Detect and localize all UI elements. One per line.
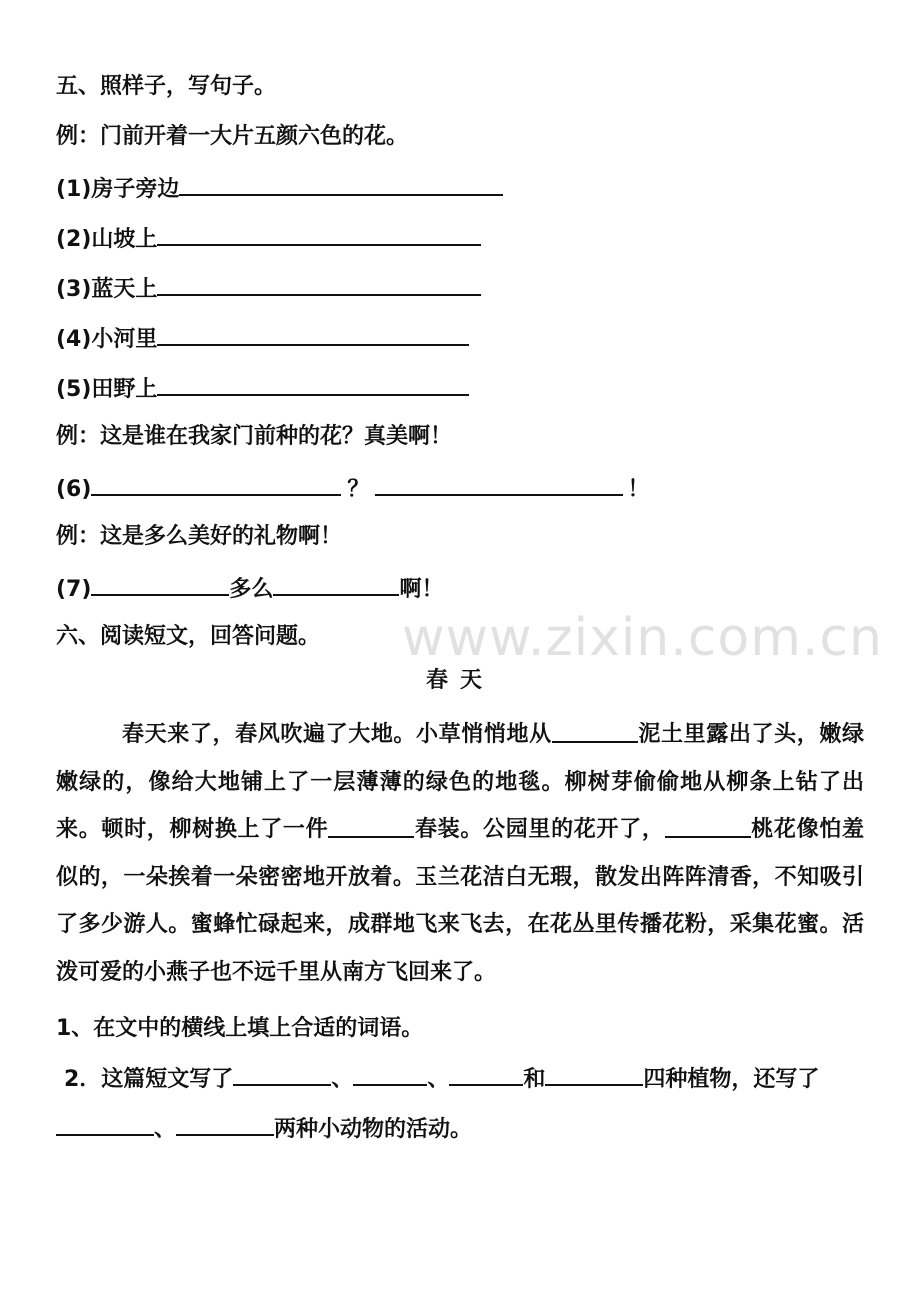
question-1: 1、在文中的横线上填上合适的词语。 xyxy=(56,1016,424,1041)
item-2-label: (2)山坡上 xyxy=(56,227,158,252)
section6-heading: 六、阅读短文，回答问题。 xyxy=(56,624,321,649)
question-2-prefix: 2．这篇短文写了 xyxy=(64,1067,234,1092)
separator-3: 、 xyxy=(154,1117,177,1142)
item-1 xyxy=(56,172,503,205)
item-3-label: (3)蓝天上 xyxy=(56,277,158,302)
answer-blank-3[interactable] xyxy=(157,272,481,296)
item-3 xyxy=(56,272,481,305)
answer-blank-2[interactable] xyxy=(157,222,481,246)
separator-1: 、 xyxy=(331,1067,354,1092)
animal-blank-2[interactable] xyxy=(176,1112,274,1136)
question-2-end: 两种小动物的活动。 xyxy=(274,1117,473,1142)
item-7 xyxy=(56,572,443,605)
question-mark: ？ xyxy=(347,477,370,502)
item-4-label: (4)小河里 xyxy=(56,327,158,352)
plant-blank-1[interactable] xyxy=(233,1062,331,1086)
question-2-line-1 xyxy=(64,1062,819,1095)
example-sentence-3: 例：这是多么美好的礼物啊！ xyxy=(56,524,343,549)
answer-blank-6a[interactable] xyxy=(91,472,341,496)
item-5 xyxy=(56,372,469,405)
separator-2: 、 xyxy=(427,1067,450,1092)
exclamation-mark: ！ xyxy=(627,477,650,502)
item-5-label: (5)田野上 xyxy=(56,377,158,402)
passage-title: 春天 xyxy=(425,668,494,693)
answer-blank-4[interactable] xyxy=(157,322,469,346)
plant-blank-3[interactable] xyxy=(449,1062,523,1086)
question-2-line-2 xyxy=(56,1112,472,1145)
answer-blank-7b[interactable] xyxy=(273,572,399,596)
item-6 xyxy=(56,472,649,505)
answer-blank-6b[interactable] xyxy=(375,472,623,496)
section5-heading: 五、照样子，写句子。 xyxy=(56,74,277,99)
passage-text-4: 桃花像怕羞似的，一朵挨着一朵密密地开放着。玉兰花洁白无瑕，散发出阵阵清香，不知吸引了多少游人。蜜蜂忙碌起来，成群地飞来飞去，在花丛里传播花粉，采集花蜜。活泼可爱的小燕子也不远千里从南方飞回来了。 xyxy=(56,817,864,985)
plant-blank-4[interactable] xyxy=(545,1062,643,1086)
passage-text-2: 泥土里露出了头，嫩绿嫩绿的，像给大地铺上了一层薄薄的绿色的地毯。柳树芽偷偷地从柳条上钻了出来。顿时，柳树换上了一件 xyxy=(56,722,864,842)
answer-blank-7a[interactable] xyxy=(91,572,229,596)
item-4 xyxy=(56,322,469,355)
passage-blank-3[interactable] xyxy=(665,814,751,838)
animal-blank-1[interactable] xyxy=(56,1112,154,1136)
item-7-middle: 多么 xyxy=(229,577,274,602)
passage-blank-2[interactable] xyxy=(328,814,414,838)
passage-paragraph xyxy=(56,711,864,996)
passage-text-3: 春装。公园里的花开了， xyxy=(414,817,665,842)
passage-blank-1[interactable] xyxy=(552,719,638,743)
item-6-label: (6) xyxy=(56,477,92,502)
and-word: 和 xyxy=(523,1067,546,1092)
plant-blank-2[interactable] xyxy=(353,1062,427,1086)
example-sentence-2: 例：这是谁在我家门前种的花？真美啊！ xyxy=(56,424,453,449)
item-2 xyxy=(56,222,481,255)
item-7-label: (7) xyxy=(56,577,92,602)
answer-blank-5[interactable] xyxy=(157,372,469,396)
passage-text-1: 春天来了，春风吹遍了大地。小草悄悄地从 xyxy=(122,722,552,747)
example-sentence-1: 例：门前开着一大片五颜六色的花。 xyxy=(56,124,409,149)
watermark: www.zixin.com.cn xyxy=(402,608,883,668)
answer-blank-1[interactable] xyxy=(179,172,503,196)
item-1-label: (1)房子旁边 xyxy=(56,177,180,202)
question-2-mid: 四种植物，还写了 xyxy=(643,1067,820,1092)
item-7-end: 啊！ xyxy=(399,577,444,602)
